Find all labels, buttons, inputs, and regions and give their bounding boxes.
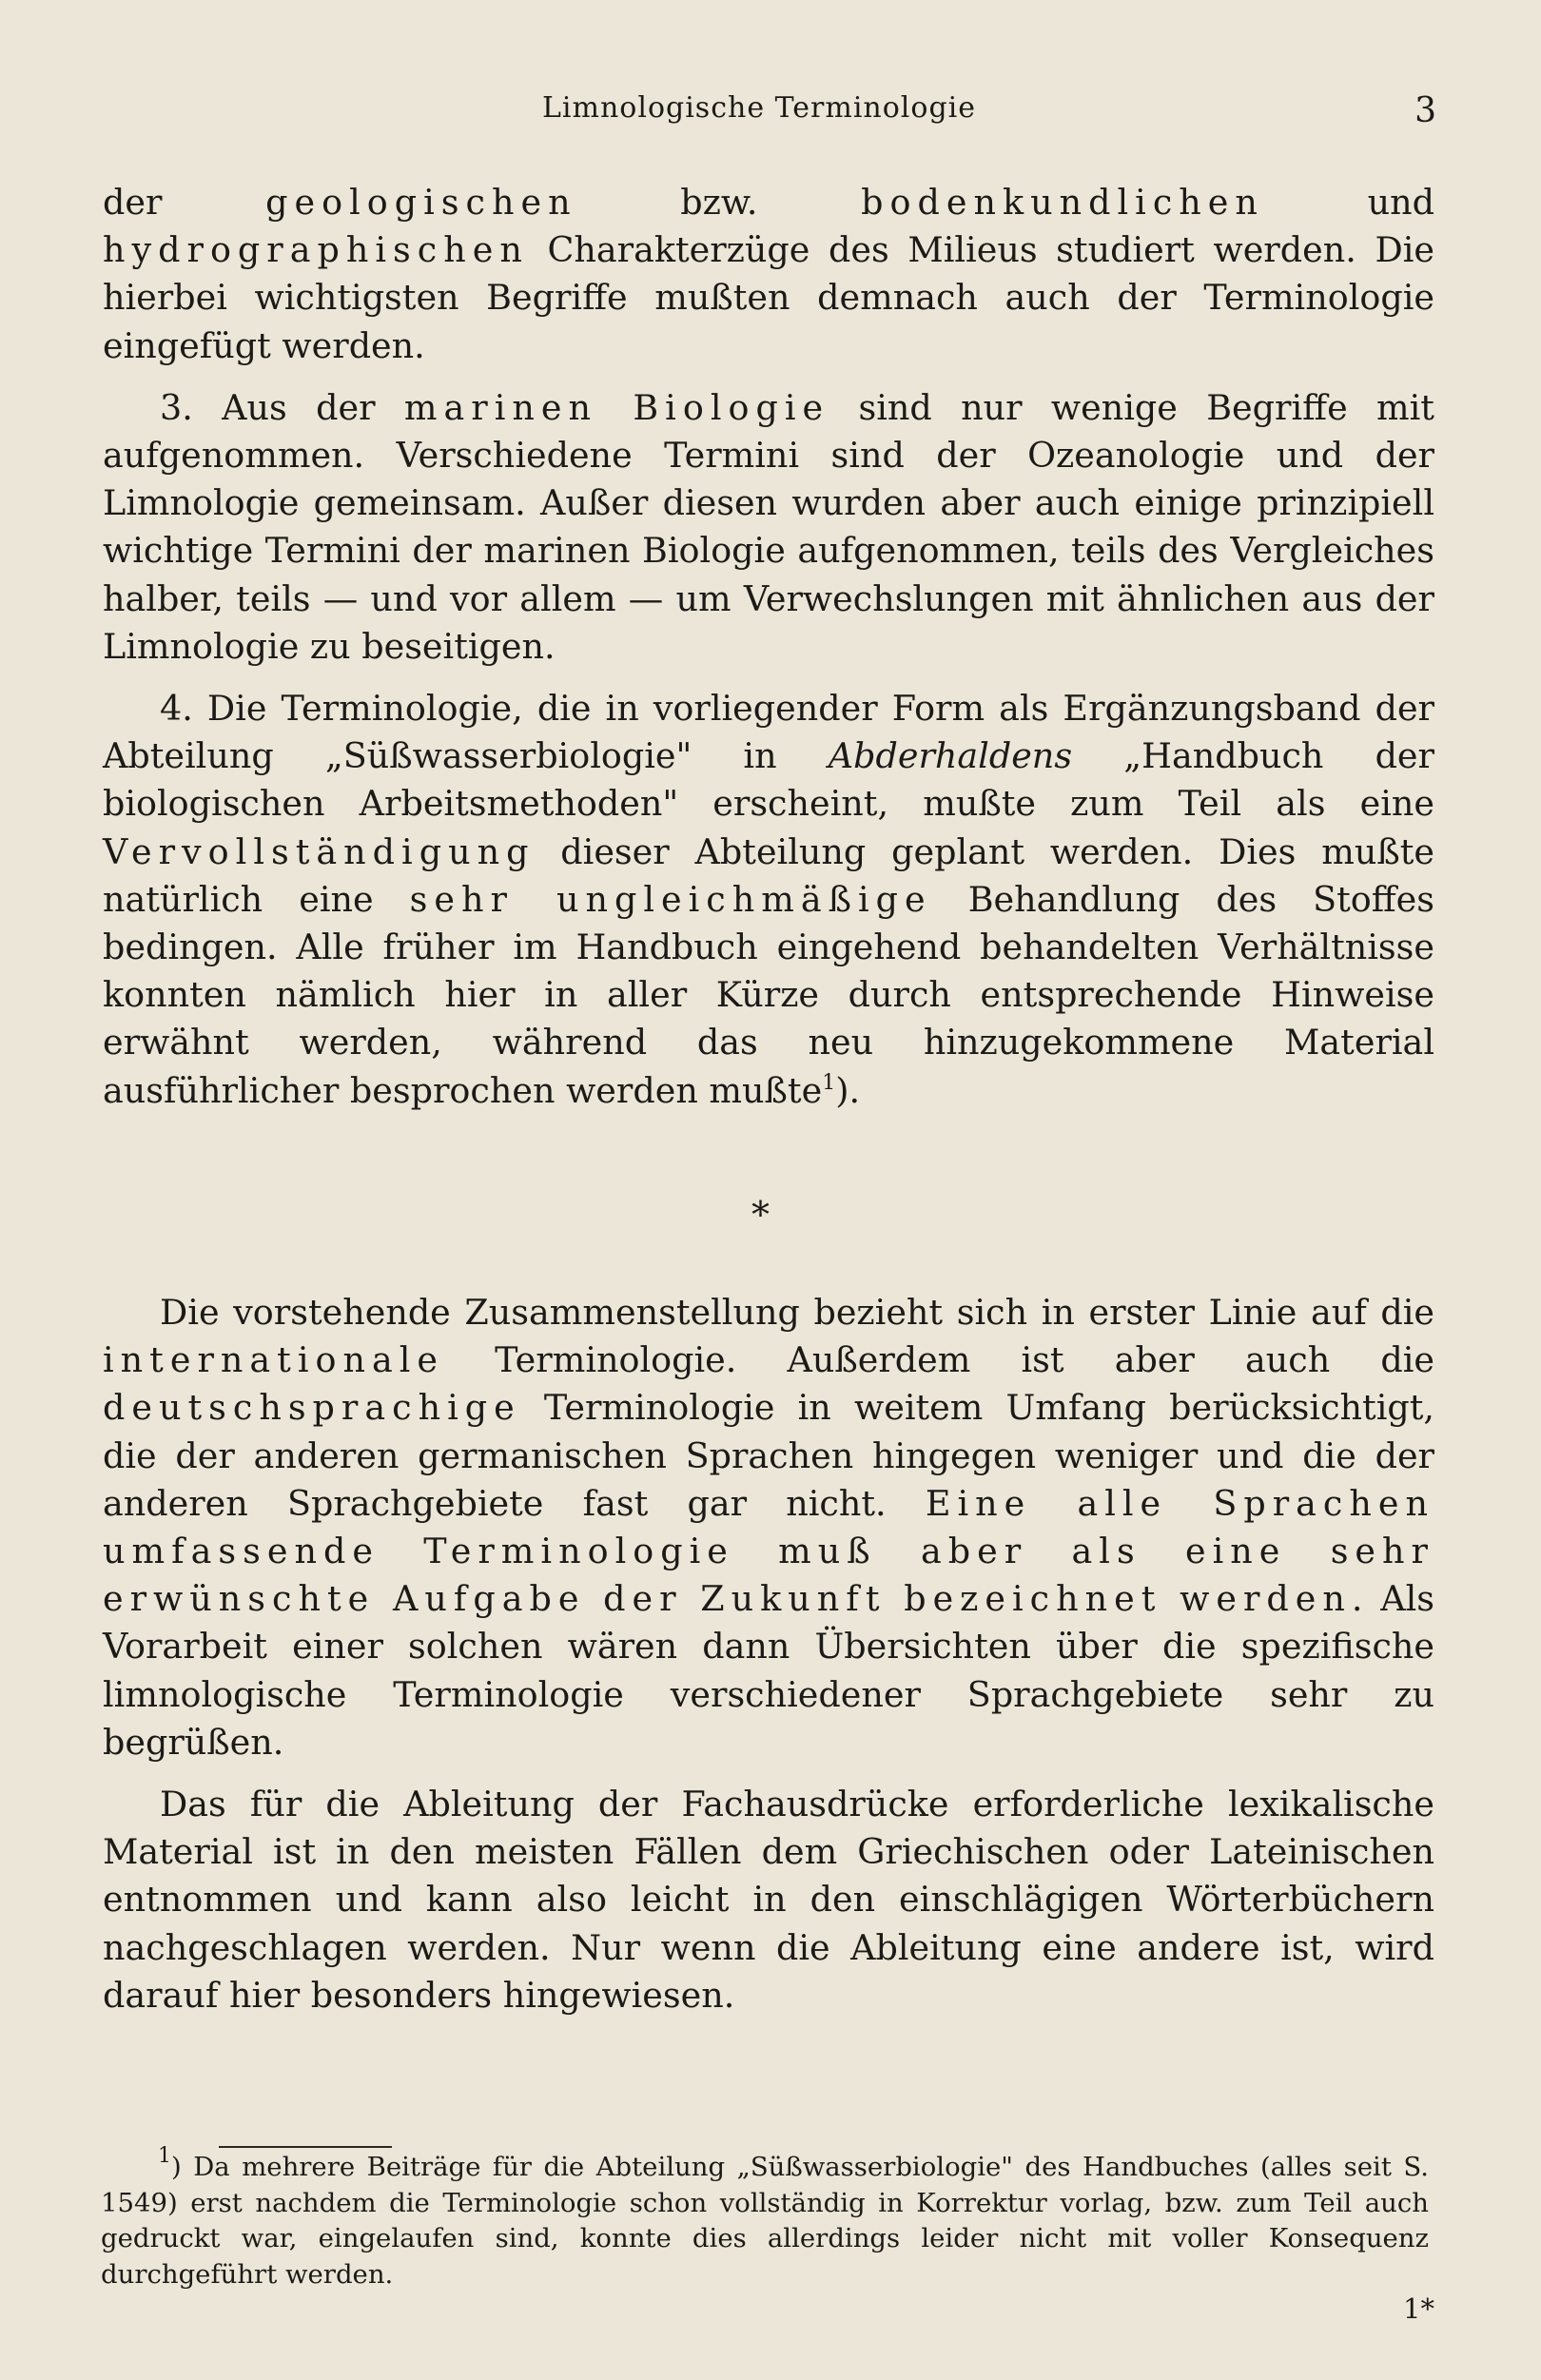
footnote — [101, 2144, 1429, 2292]
main-text-upper — [103, 179, 1434, 1115]
signature-mark: 1* — [1403, 2292, 1434, 2325]
spaced-term-sehr-ungleichmaessige: sehr ungleichmäßige — [409, 878, 932, 920]
running-title: Limnologische Terminologie — [542, 91, 977, 125]
paragraph-point-4: 4. Die Terminologie, die in vorliegender Form als Ergänzungsband der Abteilung „Süßwasserbiologie" in Abderhaldens „Handbuch der biologischen Arbeitsmethoden" erscheint, mußte zum Teil als eine Vervollständigung dieser Abteilung geplant werden. Dies mußte natürlich eine sehr ungleichmäßige Behandlung des Stoffes bedingen. Alle früher im Handbuch eingehend behandelten Verhältnisse konnten nämlich hier in aller Kürze durch entsprechende Hinweise erwähnt werden, während das neu hinzugekommene Material ausführlicher besprochen werden mußte$^1$). — [103, 688, 1434, 1111]
page-number: 3 — [1414, 91, 1436, 130]
footnote-mark: 1 — [158, 2144, 171, 2168]
section-separator-asterisk: * — [751, 1194, 770, 1236]
main-text-lower — [103, 1289, 1434, 2019]
spaced-term-deutschsprachige: deutschsprachige — [103, 1387, 521, 1429]
spaced-term-vervollstaendigung: Vervollständigung — [103, 830, 536, 872]
paragraph-terminology-scope: Die vorstehende Zusammenstellung bezieht sich in erster Linie auf die internationale Terminologie. Außerdem ist aber auch die deutschsprachige Terminologie in weitem Umfang berücksichtigt, die der anderen germanischen Sprachen hingegen weniger und die der anderen Sprachgebiete fast gar nicht. Eine alle Sprachen umfassende Terminologie muß aber als eine sehr erwünschte Aufgabe der Zukunft bezeichnet werden. Als Vorarbeit einer solchen wären dann Übersichten über die spezifische limnologische Terminologie verschiedener Sprachgebiete sehr zu begrüßen. — [103, 1292, 1435, 1763]
spaced-sentence-future-task: Eine alle Sprachen umfassende Terminologie muß aber als eine sehr erwünschte Aufgabe der Zukunft bezeichnet werden. — [103, 1482, 1434, 1620]
spaced-term-bodenkundlichen: bodenkundlichen — [861, 182, 1264, 223]
spaced-term-hydrographischen: hydrographischen — [103, 229, 529, 271]
paragraph-point-3: 3. Aus der marinen Biologie sind nur wenige Begriffe mit aufgenommen. Verschiedene Termini sind der Ozeanologie und der Limnologie gemeinsam. Außer diesen wurden aber auch einige prinzipiell wichtige Termini der marinen Biologie aufgenommen, teils des Vergleiches halber, teils — und vor allem — um Verwechslungen mit ähnlichen aus der Limnologie zu beseitigen. — [103, 386, 1434, 667]
footnote-reference: 1 — [822, 1070, 836, 1095]
spaced-term-geologischen: geologischen — [265, 182, 577, 223]
footnote-rule — [219, 2146, 392, 2148]
paragraph-derivation: Das für die Ableitung der Fachausdrücke erforderliche lexikalische Material ist in den meisten Fällen dem Griechischen oder Lateinischen entnommen und kann also leicht in den einschlägigen Wörterbüchern nachgeschlagen werden. Nur wenn die Ableitung eine andere ist, wird darauf hier besonders hingewiesen. — [103, 1784, 1434, 2016]
page-header — [105, 91, 1436, 139]
spaced-term-marinen-biologie: marinen Biologie — [403, 386, 830, 428]
spaced-term-internationale: internationale — [103, 1339, 445, 1381]
italic-name-abderhaldens: Abderhaldens — [828, 735, 1073, 777]
paragraph-continuation: der geologischen bzw. bodenkundlichen und hydrographischen Charakterzüge des Milieus studiert werden. Die hierbei wichtigsten Begriffe mußten demnach auch der Terminologie eingefügt werden. — [103, 182, 1434, 366]
footnote-text: ) Da mehrere Beiträge für die Abteilung „Süßwasserbiologie" des Handbuches (alles seit S. 1549) erst nachdem die Terminologie schon vollständig in Korrektur vorlag, bzw. zum Teil auch gedruckt war, eingelaufen sind, konnte dies allerdings leider nicht mit voller Konsequenz durchgeführt werden. — [101, 2152, 1429, 2290]
